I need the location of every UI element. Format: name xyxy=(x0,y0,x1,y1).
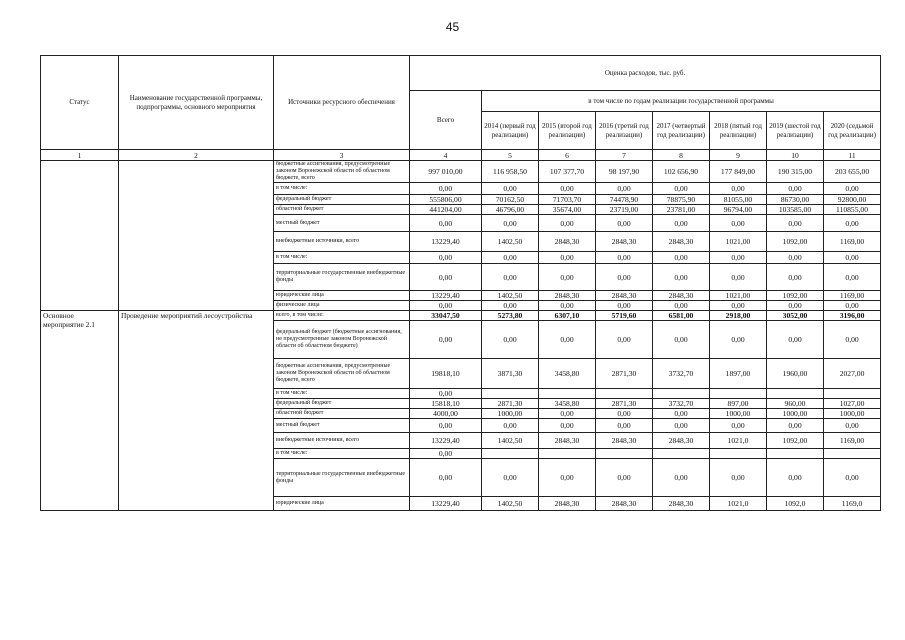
source-cell: территориальные государственные внебюджетные фонды xyxy=(274,264,410,291)
source-cell: бюджетные ассигнования, предусмотренные законом Воронежской области об областном бюджете, всего xyxy=(274,359,410,389)
source-cell: внебюджетные источники, всего xyxy=(274,433,410,449)
value-cell: 0,00 xyxy=(824,264,881,291)
value-cell: 92800,00 xyxy=(824,195,881,205)
header-total: Всего xyxy=(410,91,482,150)
value-cell: 1092,0 xyxy=(767,497,824,511)
value-cell: 0,00 xyxy=(710,321,767,359)
value-cell: 0,00 xyxy=(653,321,710,359)
header-year: 2018 (пятый год реализации) xyxy=(710,112,767,150)
header-year: 2015 (второй год реализации) xyxy=(539,112,596,150)
value-cell: 0,00 xyxy=(410,264,482,291)
value-cell: 0,00 xyxy=(482,264,539,291)
value-cell: 6307,10 xyxy=(539,311,596,321)
value-cell: 13229,40 xyxy=(410,497,482,511)
table-row xyxy=(41,161,881,183)
source-cell: внебюджетные источники, всего xyxy=(274,232,410,252)
value-cell: 0,00 xyxy=(482,215,539,232)
value-cell: 897,00 xyxy=(710,399,767,409)
value-cell: 0,00 xyxy=(482,459,539,497)
value-cell: 1092,00 xyxy=(767,232,824,252)
value-cell: 35674,00 xyxy=(539,205,596,215)
header-year: 2016 (третий год реализации) xyxy=(596,112,653,150)
value-cell: 1000,00 xyxy=(482,409,539,419)
value-cell: 2871,30 xyxy=(596,359,653,389)
value-cell: 2871,30 xyxy=(482,399,539,409)
source-cell: областной бюджет xyxy=(274,205,410,215)
value-cell: 0,00 xyxy=(767,252,824,264)
value-cell: 0,00 xyxy=(767,215,824,232)
value-cell: 0,00 xyxy=(539,321,596,359)
value-cell: 0,00 xyxy=(710,264,767,291)
value-cell xyxy=(710,389,767,399)
value-cell: 3732,70 xyxy=(653,359,710,389)
value-cell: 0,00 xyxy=(653,264,710,291)
value-cell: 33047,50 xyxy=(410,311,482,321)
value-cell xyxy=(767,389,824,399)
value-cell xyxy=(653,449,710,459)
value-cell xyxy=(824,389,881,399)
value-cell: 0,00 xyxy=(410,419,482,433)
column-number: 8 xyxy=(653,150,710,161)
value-cell: 96794,00 xyxy=(710,205,767,215)
value-cell: 2848,30 xyxy=(539,433,596,449)
value-cell: 997 010,00 xyxy=(410,161,482,183)
source-cell: областной бюджет xyxy=(274,409,410,419)
value-cell: 86730,00 xyxy=(767,195,824,205)
value-cell: 1169,00 xyxy=(824,232,881,252)
source-cell: в том числе: xyxy=(274,252,410,264)
value-cell: 5273,80 xyxy=(482,311,539,321)
value-cell: 1402,50 xyxy=(482,291,539,301)
value-cell: 177 849,00 xyxy=(710,161,767,183)
column-number: 6 xyxy=(539,150,596,161)
value-cell: 0,00 xyxy=(767,321,824,359)
value-cell xyxy=(596,449,653,459)
value-cell: 0,00 xyxy=(539,252,596,264)
column-number: 2 xyxy=(119,150,274,161)
value-cell: 0,00 xyxy=(596,419,653,433)
value-cell: 0,00 xyxy=(767,419,824,433)
value-cell: 5719,60 xyxy=(596,311,653,321)
column-number: 10 xyxy=(767,150,824,161)
value-cell: 0,00 xyxy=(482,183,539,195)
value-cell: 2848,30 xyxy=(596,497,653,511)
value-cell: 0,00 xyxy=(824,252,881,264)
value-cell: 0,00 xyxy=(539,183,596,195)
value-cell: 0,00 xyxy=(824,301,881,311)
header-year: 2020 (седьмой год реализации) xyxy=(824,112,881,150)
name-cell: Проведение мероприятий лесоустройства xyxy=(119,311,274,511)
column-number: 5 xyxy=(482,150,539,161)
value-cell: 0,00 xyxy=(710,215,767,232)
value-cell: 3732,70 xyxy=(653,399,710,409)
value-cell: 23719,00 xyxy=(596,205,653,215)
value-cell: 0,00 xyxy=(482,301,539,311)
value-cell: 441204,00 xyxy=(410,205,482,215)
value-cell: 2848,30 xyxy=(596,291,653,301)
source-cell: федеральный бюджет xyxy=(274,399,410,409)
value-cell: 0,00 xyxy=(410,459,482,497)
value-cell: 0,00 xyxy=(767,264,824,291)
value-cell xyxy=(824,449,881,459)
column-number: 4 xyxy=(410,150,482,161)
value-cell: 0,00 xyxy=(410,321,482,359)
value-cell: 2871,30 xyxy=(596,399,653,409)
header-by-years: в том числе по годам реализации государственной программы xyxy=(482,91,881,112)
value-cell: 1169,00 xyxy=(824,291,881,301)
value-cell: 110855,00 xyxy=(824,205,881,215)
value-cell: 0,00 xyxy=(410,215,482,232)
value-cell: 0,00 xyxy=(410,252,482,264)
value-cell: 0,00 xyxy=(539,459,596,497)
value-cell: 19818,10 xyxy=(410,359,482,389)
value-cell: 0,00 xyxy=(596,321,653,359)
value-cell: 1897,00 xyxy=(710,359,767,389)
value-cell: 1092,00 xyxy=(767,291,824,301)
value-cell: 0,00 xyxy=(482,252,539,264)
resource-table xyxy=(40,55,881,511)
value-cell: 1169,00 xyxy=(824,433,881,449)
value-cell: 2848,30 xyxy=(653,433,710,449)
value-cell xyxy=(596,389,653,399)
value-cell: 0,00 xyxy=(596,215,653,232)
value-cell: 0,00 xyxy=(710,459,767,497)
value-cell: 0,00 xyxy=(653,301,710,311)
value-cell xyxy=(653,389,710,399)
value-cell xyxy=(539,389,596,399)
value-cell: 0,00 xyxy=(653,183,710,195)
value-cell: 0,00 xyxy=(596,183,653,195)
value-cell: 1000,00 xyxy=(767,409,824,419)
value-cell xyxy=(482,389,539,399)
source-cell: всего, в том числе: xyxy=(274,311,410,321)
value-cell: 0,00 xyxy=(596,252,653,264)
value-cell: 3196,00 xyxy=(824,311,881,321)
value-cell: 0,00 xyxy=(539,409,596,419)
value-cell: 0,00 xyxy=(596,409,653,419)
value-cell: 0,00 xyxy=(653,419,710,433)
value-cell: 98 197,90 xyxy=(596,161,653,183)
value-cell: 1027,00 xyxy=(824,399,881,409)
header-status: Статус xyxy=(41,56,119,150)
value-cell: 0,00 xyxy=(539,419,596,433)
value-cell: 555806,00 xyxy=(410,195,482,205)
value-cell: 0,00 xyxy=(410,301,482,311)
value-cell: 0,00 xyxy=(482,419,539,433)
value-cell: 0,00 xyxy=(767,301,824,311)
value-cell: 4000,00 xyxy=(410,409,482,419)
value-cell: 3871,30 xyxy=(482,359,539,389)
value-cell: 46796,00 xyxy=(482,205,539,215)
value-cell: 2848,30 xyxy=(539,497,596,511)
value-cell: 1169,0 xyxy=(824,497,881,511)
column-number: 11 xyxy=(824,150,881,161)
column-number: 3 xyxy=(274,150,410,161)
source-cell: физические лица xyxy=(274,301,410,311)
source-cell: местный бюджет xyxy=(274,419,410,433)
value-cell: 2848,30 xyxy=(653,497,710,511)
value-cell xyxy=(482,449,539,459)
value-cell: 1021,00 xyxy=(710,291,767,301)
value-cell: 116 958,50 xyxy=(482,161,539,183)
value-cell: 1402,50 xyxy=(482,433,539,449)
value-cell: 0,00 xyxy=(710,419,767,433)
source-cell: в том числе: xyxy=(274,183,410,195)
value-cell: 6581,00 xyxy=(653,311,710,321)
table-row xyxy=(41,311,881,321)
header-source: Источники ресурсного обеспечения xyxy=(274,56,410,150)
value-cell: 0,00 xyxy=(410,183,482,195)
value-cell: 102 656,90 xyxy=(653,161,710,183)
value-cell: 78875,90 xyxy=(653,195,710,205)
source-cell: федеральный бюджет xyxy=(274,195,410,205)
source-cell: юридические лица xyxy=(274,497,410,511)
value-cell: 0,00 xyxy=(653,215,710,232)
value-cell: 3052,00 xyxy=(767,311,824,321)
value-cell: 1402,50 xyxy=(482,497,539,511)
value-cell: 0,00 xyxy=(596,264,653,291)
source-cell: бюджетные ассигнования, предусмотренные законом Воронежской области об областном бюджете, всего xyxy=(274,161,410,183)
header-year: 2017 (четвертый год реализации) xyxy=(653,112,710,150)
value-cell: 0,00 xyxy=(653,409,710,419)
value-cell: 2848,30 xyxy=(539,291,596,301)
value-cell: 70162,50 xyxy=(482,195,539,205)
value-cell: 0,00 xyxy=(767,183,824,195)
value-cell: 0,00 xyxy=(824,215,881,232)
value-cell xyxy=(767,449,824,459)
value-cell: 13229,40 xyxy=(410,291,482,301)
value-cell: 81055,00 xyxy=(710,195,767,205)
value-cell: 1021,0 xyxy=(710,497,767,511)
value-cell: 0,00 xyxy=(482,321,539,359)
value-cell: 0,00 xyxy=(410,449,482,459)
value-cell: 0,00 xyxy=(596,301,653,311)
page-number: 45 xyxy=(445,20,460,34)
value-cell: 74478,90 xyxy=(596,195,653,205)
column-number: 9 xyxy=(710,150,767,161)
value-cell: 0,00 xyxy=(710,183,767,195)
value-cell: 960,00 xyxy=(767,399,824,409)
header-year: 2019 (шестой год реализации) xyxy=(767,112,824,150)
value-cell: 0,00 xyxy=(710,301,767,311)
value-cell: 2848,30 xyxy=(596,433,653,449)
value-cell: 0,00 xyxy=(539,301,596,311)
value-cell: 0,00 xyxy=(767,459,824,497)
header-cost-title: Оценка расходов, тыс. руб. xyxy=(410,56,881,91)
value-cell: 103585,00 xyxy=(767,205,824,215)
value-cell: 13229,40 xyxy=(410,232,482,252)
value-cell: 0,00 xyxy=(824,321,881,359)
value-cell: 0,00 xyxy=(710,252,767,264)
value-cell: 2848,30 xyxy=(653,232,710,252)
source-cell: федеральный бюджет (бюджетные ассигнования, не предусмотренные законом Воронежской области об областном бюджете) xyxy=(274,321,410,359)
source-cell: в том числе: xyxy=(274,389,410,399)
value-cell: 1000,00 xyxy=(824,409,881,419)
value-cell: 2848,30 xyxy=(653,291,710,301)
value-cell: 0,00 xyxy=(596,459,653,497)
column-number: 1 xyxy=(41,150,119,161)
value-cell: 3458,80 xyxy=(539,359,596,389)
value-cell: 23781,00 xyxy=(653,205,710,215)
value-cell: 0,00 xyxy=(824,419,881,433)
value-cell: 0,00 xyxy=(824,183,881,195)
header-name: Наименование государственной программы, подпрограммы, основного мероприятия xyxy=(119,56,274,150)
status-cell xyxy=(41,161,119,311)
value-cell: 3458,80 xyxy=(539,399,596,409)
value-cell: 0,00 xyxy=(539,264,596,291)
source-cell: местный бюджет xyxy=(274,215,410,232)
value-cell: 1021,0 xyxy=(710,433,767,449)
value-cell: 71703,70 xyxy=(539,195,596,205)
value-cell: 0,00 xyxy=(653,459,710,497)
value-cell xyxy=(539,449,596,459)
value-cell: 0,00 xyxy=(653,252,710,264)
status-cell: Основное мероприятие 2.1 xyxy=(41,311,119,511)
value-cell: 0,00 xyxy=(824,459,881,497)
header-year: 2014 (первый год реализации) xyxy=(482,112,539,150)
value-cell: 2848,30 xyxy=(596,232,653,252)
value-cell: 0,00 xyxy=(410,389,482,399)
source-cell: в том числе: xyxy=(274,449,410,459)
source-cell: территориальные государственные внебюджетные фонды xyxy=(274,459,410,497)
value-cell: 2027,00 xyxy=(824,359,881,389)
name-cell xyxy=(119,161,274,311)
value-cell: 1000,00 xyxy=(710,409,767,419)
value-cell: 1402,50 xyxy=(482,232,539,252)
value-cell: 1021,00 xyxy=(710,232,767,252)
value-cell: 0,00 xyxy=(539,215,596,232)
column-number: 7 xyxy=(596,150,653,161)
value-cell: 2918,00 xyxy=(710,311,767,321)
value-cell: 13229,40 xyxy=(410,433,482,449)
value-cell: 1092,00 xyxy=(767,433,824,449)
value-cell xyxy=(710,449,767,459)
value-cell: 15818,10 xyxy=(410,399,482,409)
value-cell: 203 655,00 xyxy=(824,161,881,183)
value-cell: 2848,30 xyxy=(539,232,596,252)
source-cell: юридические лица xyxy=(274,291,410,301)
value-cell: 1960,00 xyxy=(767,359,824,389)
value-cell: 107 377,70 xyxy=(539,161,596,183)
value-cell: 190 315,00 xyxy=(767,161,824,183)
